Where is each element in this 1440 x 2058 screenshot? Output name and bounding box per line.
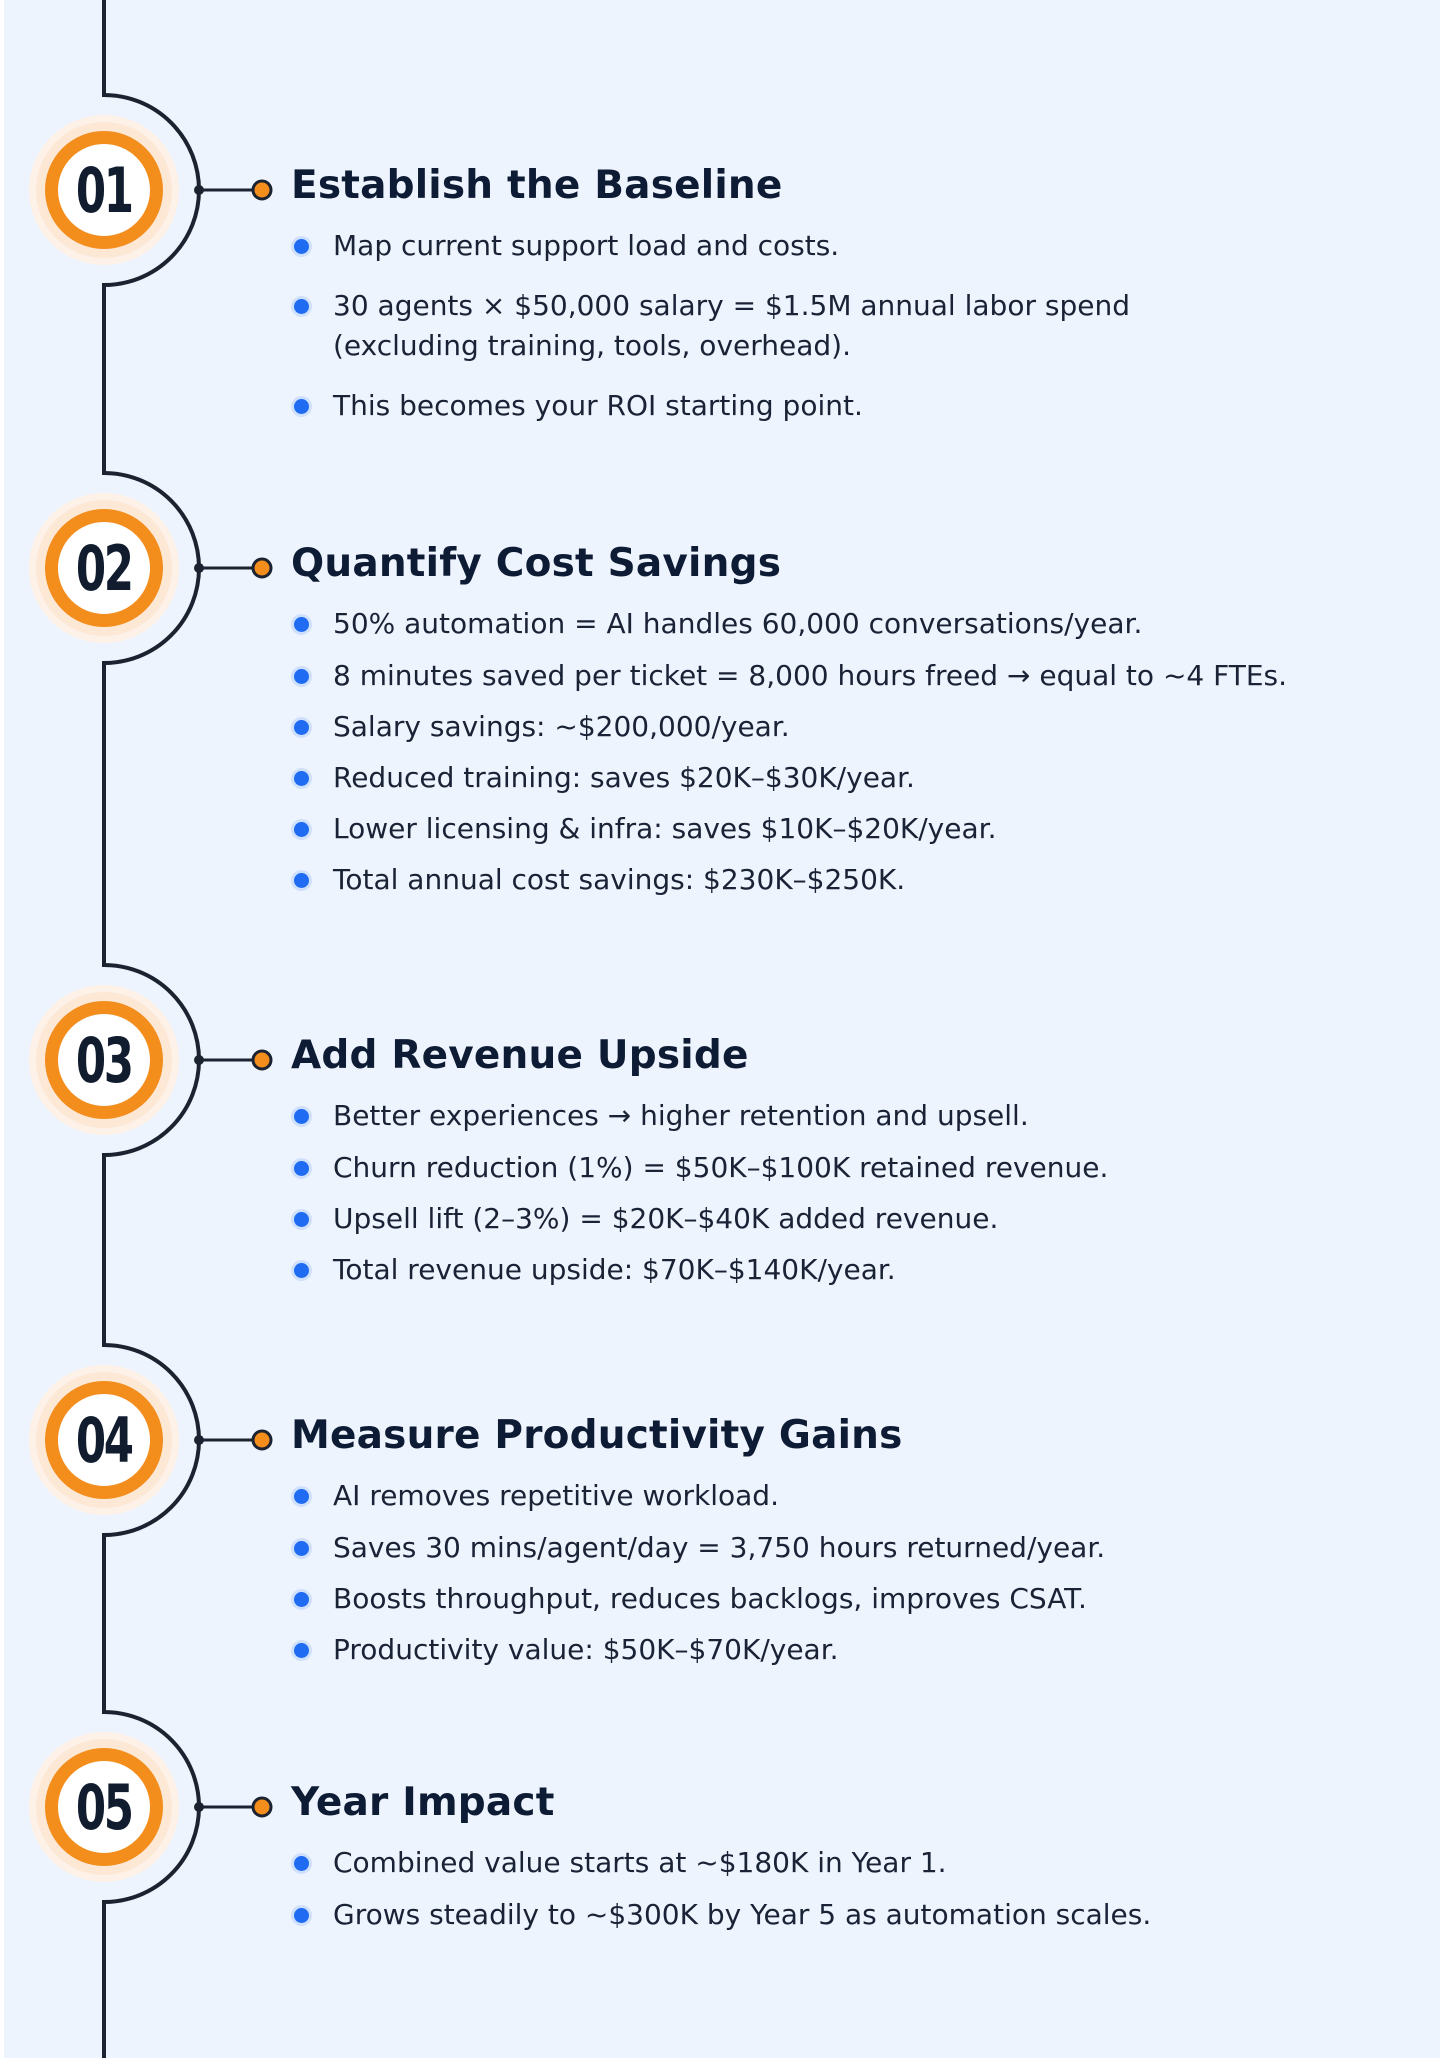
bullet-text: This becomes your ROI starting point. (333, 389, 863, 422)
bullet-item (291, 860, 1287, 900)
step-bullet-list (291, 1843, 1151, 1935)
bullet-item (291, 1476, 1105, 1516)
bullet-dot-icon (294, 1109, 309, 1124)
step-title: Add Revenue Upside (291, 1033, 749, 1078)
bullet-text: Reduced training: saves $20K–$30K/year. (333, 761, 915, 794)
bullet-text: Lower licensing & infra: saves $10K–$20K/year. (333, 812, 997, 845)
bullet-text: 8 minutes saved per ticket = 8,000 hours freed → equal to ~4 FTEs. (333, 659, 1288, 692)
bullet-item (291, 1096, 1108, 1136)
step-bullet-list (291, 1096, 1108, 1290)
step-number: 05 (76, 1770, 132, 1844)
bullet-item (291, 758, 1287, 798)
bullet-dot-icon (294, 720, 309, 735)
step-title: Measure Productivity Gains (291, 1413, 903, 1458)
bullet-text: Map current support load and costs. (333, 229, 840, 262)
bullet-text: AI removes repetitive workload. (333, 1479, 779, 1512)
bullet-item (291, 1528, 1105, 1568)
bullet-dot-icon (294, 1212, 309, 1227)
bullet-text: Salary savings: ~$200,000/year. (333, 710, 790, 743)
connector-dot-icon (253, 1431, 271, 1449)
bullet-dot-icon (294, 1856, 309, 1871)
bullet-text: Combined value starts at ~$180K in Year 1. (333, 1846, 947, 1879)
connector-dot-icon (253, 1798, 271, 1816)
bullet-dot-icon (294, 1161, 309, 1176)
bullet-item (291, 1148, 1108, 1188)
bullet-dot-icon (294, 669, 309, 684)
bullet-text: Boosts throughput, reduces backlogs, improves CSAT. (333, 1582, 1087, 1615)
bullet-dot-icon (294, 1592, 309, 1607)
bullet-dot-icon (294, 771, 309, 786)
bullet-text: Churn reduction (1%) = $50K–$100K retained revenue. (333, 1151, 1109, 1184)
bullet-text: Productivity value: $50K–$70K/year. (333, 1633, 839, 1666)
bullet-dot-icon (294, 399, 309, 414)
bullet-item (291, 286, 1130, 366)
step-bullet-list (291, 1476, 1105, 1670)
bullet-item (291, 707, 1287, 747)
bullet-dot-icon (294, 873, 309, 888)
bullet-text: Grows steadily to ~$300K by Year 5 as automation scales. (333, 1898, 1152, 1931)
bullet-item (291, 1250, 1108, 1290)
step-number-badge (45, 131, 163, 249)
bullet-dot-icon (294, 1908, 309, 1923)
step-bullet-list (291, 226, 1130, 426)
connector-dot-icon (253, 1051, 271, 1069)
step-number-badge (45, 1001, 163, 1119)
bullet-item (291, 386, 1130, 426)
connector-dot-icon (253, 181, 271, 199)
bullet-item (291, 1895, 1151, 1935)
bullet-text: Saves 30 mins/agent/day = 3,750 hours returned/year. (333, 1531, 1106, 1564)
bullet-dot-icon (294, 299, 309, 314)
bullet-item (291, 1199, 1108, 1239)
bullet-item (291, 604, 1287, 644)
bullet-dot-icon (294, 1263, 309, 1278)
bullet-item (291, 656, 1287, 696)
bullet-text: Upsell lift (2–3%) = $20K–$40K added revenue. (333, 1202, 999, 1235)
bullet-text: Total annual cost savings: $230K–$250K. (333, 863, 906, 896)
step-number-badge (45, 1381, 163, 1499)
bullet-item (291, 1630, 1105, 1670)
bullet-item (291, 809, 1287, 849)
step-number-badge (45, 1748, 163, 1866)
bullet-text: 30 agents × $50,000 salary = $1.5M annual labor spend (excluding training, tools, overhead). (333, 289, 1130, 362)
step-number: 01 (76, 153, 132, 227)
bullet-item (291, 1843, 1151, 1883)
step-number: 02 (76, 531, 132, 605)
step-number: 03 (76, 1023, 132, 1097)
bullet-dot-icon (294, 822, 309, 837)
step-number: 04 (76, 1403, 132, 1477)
connector-dot-icon (253, 559, 271, 577)
bullet-dot-icon (294, 239, 309, 254)
bullet-item (291, 226, 1130, 266)
bullet-dot-icon (294, 1489, 309, 1504)
bullet-text: Better experiences → higher retention and upsell. (333, 1099, 1029, 1132)
step-number-badge (45, 509, 163, 627)
step-title: Quantify Cost Savings (291, 541, 782, 586)
bullet-item (291, 1579, 1105, 1619)
step-title: Establish the Baseline (291, 163, 783, 208)
step-title: Year Impact (291, 1780, 555, 1825)
bullet-text: Total revenue upside: $70K–$140K/year. (333, 1253, 896, 1286)
bullet-dot-icon (294, 617, 309, 632)
step-bullet-list (291, 604, 1287, 900)
bullet-dot-icon (294, 1643, 309, 1658)
bullet-text: 50% automation = AI handles 60,000 conversations/year. (333, 607, 1143, 640)
bullet-dot-icon (294, 1541, 309, 1556)
